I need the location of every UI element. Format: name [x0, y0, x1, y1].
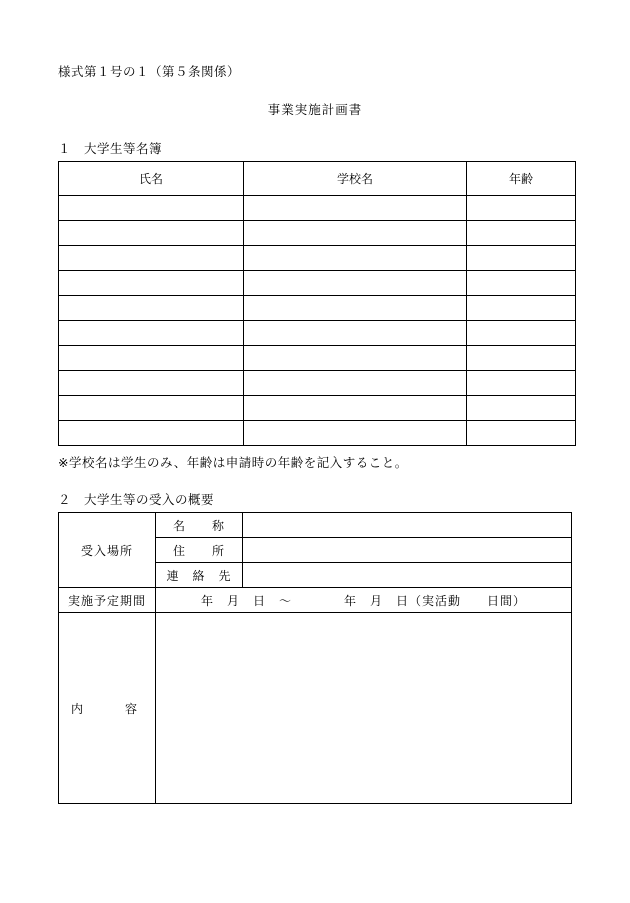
table-row — [59, 421, 576, 446]
field-period[interactable]: 年 月 日 ～ 年 月 日（実活動 日間） — [156, 588, 572, 613]
cell-school[interactable] — [244, 421, 467, 446]
table-row — [59, 221, 576, 246]
cell-age[interactable] — [467, 196, 576, 221]
cell-school[interactable] — [244, 296, 467, 321]
table-row — [59, 321, 576, 346]
cell-name[interactable] — [59, 196, 244, 221]
table-row — [59, 271, 576, 296]
cell-school[interactable] — [244, 396, 467, 421]
table-row — [59, 371, 576, 396]
label-place-name: 名 称 — [156, 513, 243, 538]
section-1-heading: １ 大学生等名簿 — [58, 142, 163, 156]
cell-name[interactable] — [59, 371, 244, 396]
cell-school[interactable] — [244, 196, 467, 221]
table-row-content — [59, 613, 572, 804]
field-content[interactable] — [156, 613, 572, 804]
cell-age[interactable] — [467, 296, 576, 321]
label-place-address: 住 所 — [156, 538, 243, 563]
cell-age[interactable] — [467, 421, 576, 446]
table-row — [59, 246, 576, 271]
cell-school[interactable] — [244, 371, 467, 396]
acceptance-overview-table — [58, 512, 572, 804]
column-header-age: 年齢 — [467, 162, 576, 196]
cell-name[interactable] — [59, 421, 244, 446]
page-title: 事業実施計画書 — [267, 103, 363, 117]
table-header-row — [59, 162, 576, 196]
section-2-heading: ２ 大学生等の受入の概要 — [58, 493, 215, 507]
cell-school[interactable] — [244, 246, 467, 271]
label-content: 内 容 — [59, 613, 156, 804]
table-row — [59, 346, 576, 371]
cell-age[interactable] — [467, 221, 576, 246]
cell-name[interactable] — [59, 321, 244, 346]
table-row-period — [59, 588, 572, 613]
cell-age[interactable] — [467, 371, 576, 396]
cell-age[interactable] — [467, 396, 576, 421]
label-place-contact: 連 絡 先 — [156, 563, 243, 588]
cell-name[interactable] — [59, 396, 244, 421]
table-row-place-name — [59, 513, 572, 538]
cell-school[interactable] — [244, 271, 467, 296]
field-place-name[interactable] — [243, 513, 572, 538]
column-header-school: 学校名 — [244, 162, 467, 196]
cell-name[interactable] — [59, 346, 244, 371]
label-place: 受入場所 — [59, 513, 156, 588]
field-place-contact[interactable] — [243, 563, 572, 588]
cell-age[interactable] — [467, 346, 576, 371]
cell-school[interactable] — [244, 346, 467, 371]
field-place-address[interactable] — [243, 538, 572, 563]
roster-note: ※学校名は学生のみ、年齢は申請時の年齢を記入すること。 — [58, 455, 408, 470]
cell-age[interactable] — [467, 321, 576, 346]
cell-name[interactable] — [59, 271, 244, 296]
cell-name[interactable] — [59, 221, 244, 246]
cell-name[interactable] — [59, 246, 244, 271]
column-header-name: 氏名 — [59, 162, 244, 196]
table-row — [59, 296, 576, 321]
table-row — [59, 196, 576, 221]
cell-age[interactable] — [467, 271, 576, 296]
cell-age[interactable] — [467, 246, 576, 271]
label-period: 実施予定期間 — [59, 588, 156, 613]
student-roster-table — [58, 161, 576, 446]
form-code: 様式第１号の１（第５条関係） — [58, 65, 241, 79]
table-row — [59, 396, 576, 421]
cell-school[interactable] — [244, 221, 467, 246]
cell-name[interactable] — [59, 296, 244, 321]
cell-school[interactable] — [244, 321, 467, 346]
